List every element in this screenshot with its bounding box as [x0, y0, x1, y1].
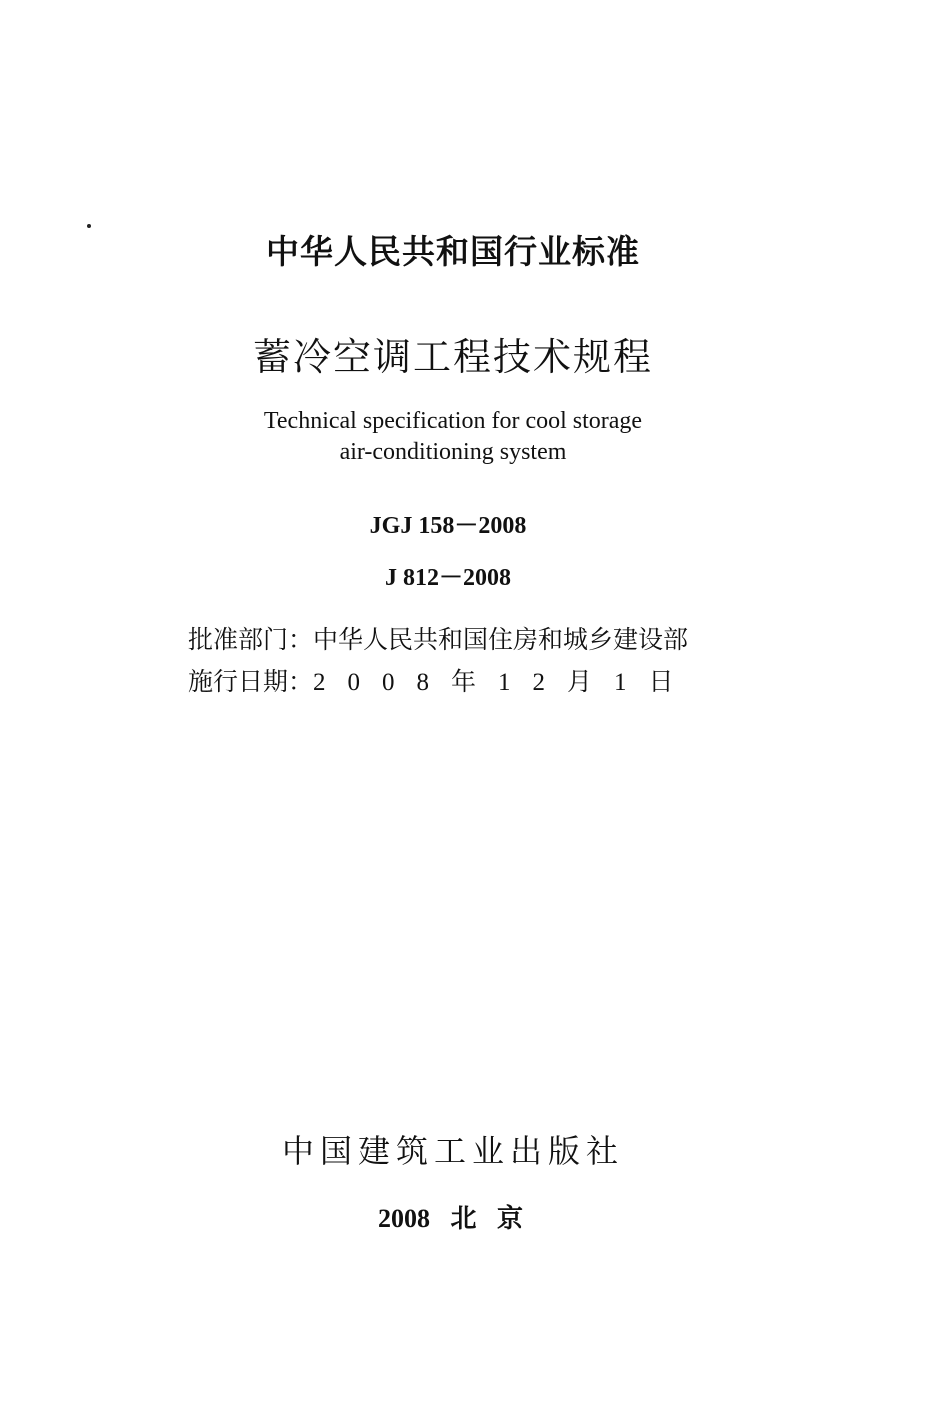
approval-label: 批准部门：	[188, 625, 314, 654]
standard-code-j: J 812－2008	[385, 565, 511, 591]
standard-category: 中华人民共和国行业标准	[266, 232, 640, 271]
title-english-line-2: air-conditioning system	[339, 439, 567, 465]
publication-year-place: 2008 北 京	[378, 1204, 524, 1233]
publisher-name: 中国建筑工业出版社	[281, 1132, 624, 1170]
effective-value: 2008年12月1日	[313, 669, 696, 696]
approval-value: 中华人民共和国住房和城乡建设部	[313, 625, 689, 654]
title-chinese: 蓄冷空调工程技术规程	[252, 335, 653, 379]
effective-date	[188, 662, 696, 698]
approval-department	[188, 620, 688, 656]
effective-label: 施行日期：	[188, 667, 314, 696]
standard-code-jgj: JGJ 158－2008	[369, 513, 527, 539]
title-english	[0, 406, 906, 468]
title-english-line-1: Technical specification for cool storage	[263, 408, 643, 434]
